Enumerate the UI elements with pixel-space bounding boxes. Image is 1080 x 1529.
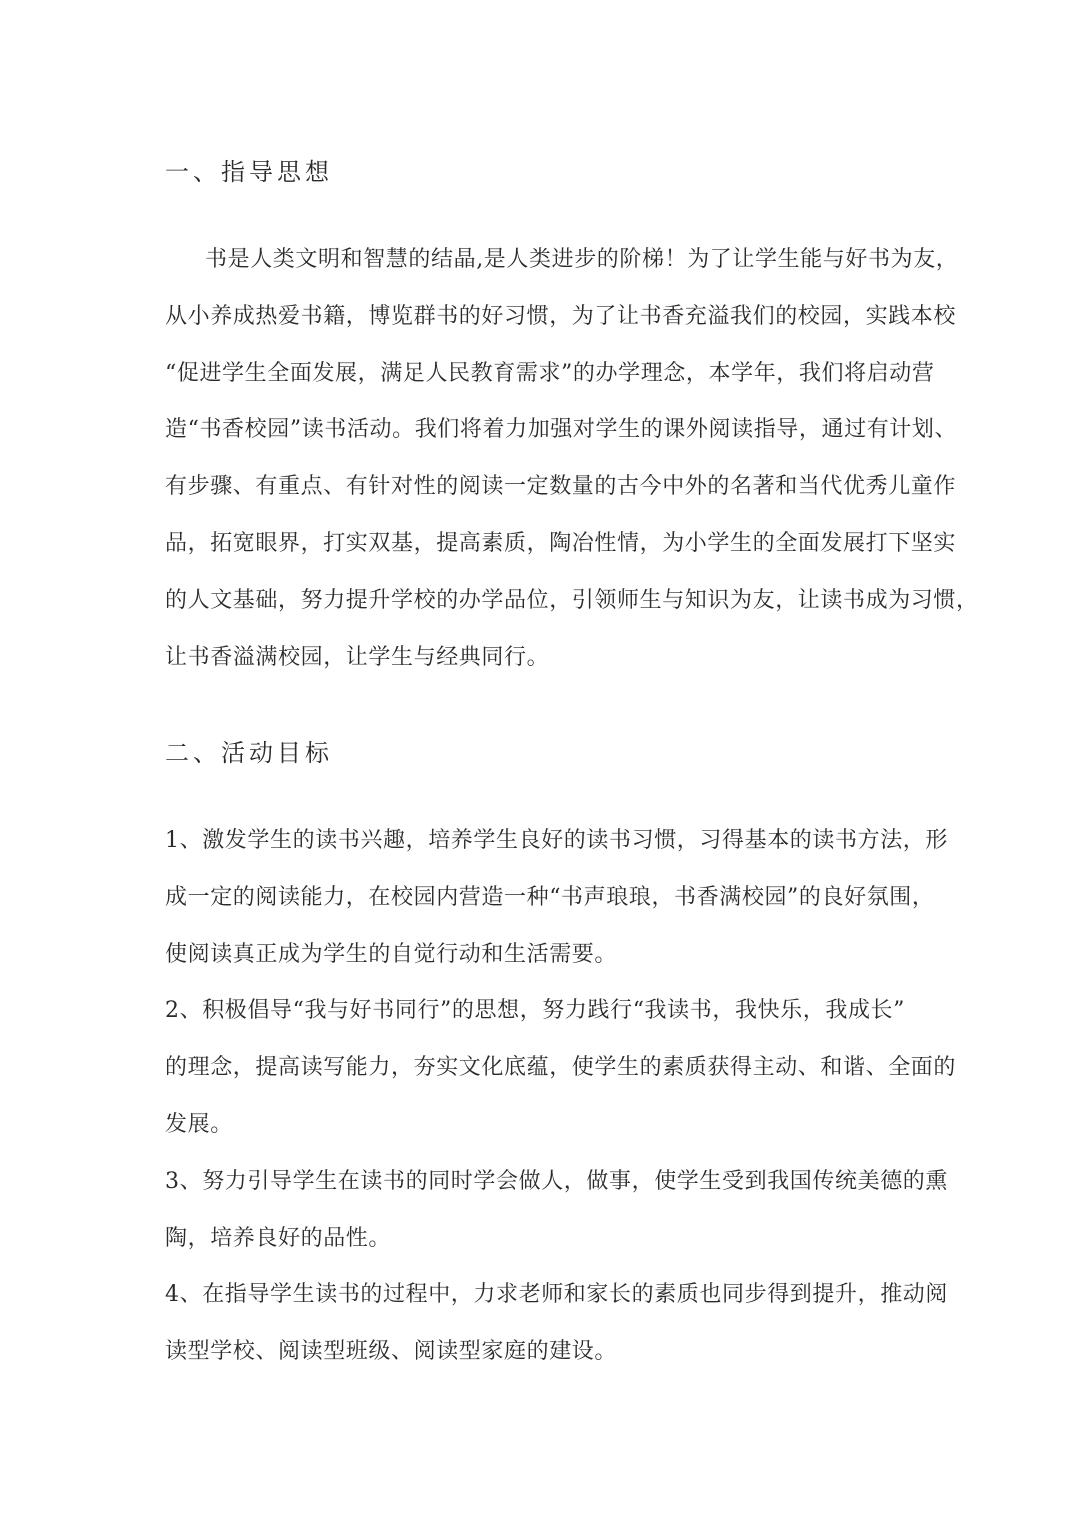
goal-line: 陶，培养良好的品性。	[165, 1225, 392, 1251]
paragraph-line: 让书香溢满校园，让学生与经典同行。	[165, 644, 550, 670]
activity-goals-list	[165, 813, 957, 1381]
section-heading-guiding-thought: 一、指导思想	[165, 158, 333, 186]
paragraph-line: 从小养成热爱书籍，博览群书的好习惯，为了让书香充溢我们的校园，实践本校	[165, 303, 957, 329]
paragraph-line: 有步骤、有重点、有针对性的阅读一定数量的古今中外的名著和当代优秀儿童作	[165, 474, 957, 500]
goal-line: 2、积极倡导“我与好书同行”的思想，努力践行“我读书，我快乐，我成长”	[165, 998, 905, 1024]
goal-line: 使阅读真正成为学生的自觉行动和生活需要。	[165, 941, 618, 967]
goal-line: 1、激发学生的读书兴趣，培养学生良好的读书习惯，习得基本的读书方法，形	[165, 828, 948, 853]
paragraph-line: 造“书香校园”读书活动。我们将着力加强对学生的课外阅读指导，通过有计划、	[165, 417, 958, 443]
goal-line: 的理念，提高读写能力，夯实文化底蕴，使学生的素质获得主动、和谐、全面的	[165, 1055, 957, 1081]
section-heading-activity-goals: 二、活动目标	[165, 739, 333, 767]
paragraph-line: 的人文基础，努力提升学校的办学品位，引领师生与知识为友，让读书成为习惯，	[165, 587, 979, 613]
goal-line: 发展。	[165, 1111, 233, 1137]
goal-line: 读型学校、阅读型班级、阅读型家庭的建设。	[165, 1339, 618, 1365]
guiding-thought-paragraph	[165, 232, 979, 686]
goal-line: 3、努力引导学生在读书的同时学会做人，做事，使学生受到我国传统美德的熏	[165, 1168, 948, 1194]
paragraph-line: “促进学生全面发展，满足人民教育需求”的办学理念，本学年，我们将启动营	[165, 360, 935, 386]
paragraph-line: 书是人类文明和智慧的结晶,是人类进步的阶梯！为了让学生能与好书为友，	[205, 247, 959, 272]
goal-line: 4、在指导学生读书的过程中，力求老师和家长的素质也同步得到提升，推动阅	[165, 1282, 948, 1308]
paragraph-line: 品，拓宽眼界，打实双基，提高素质，陶冶性情，为小学生的全面发展打下坚实	[165, 530, 957, 556]
goal-line: 成一定的阅读能力，在校园内营造一种“书声琅琅，书香满校园”的良好氛围，	[165, 884, 935, 910]
